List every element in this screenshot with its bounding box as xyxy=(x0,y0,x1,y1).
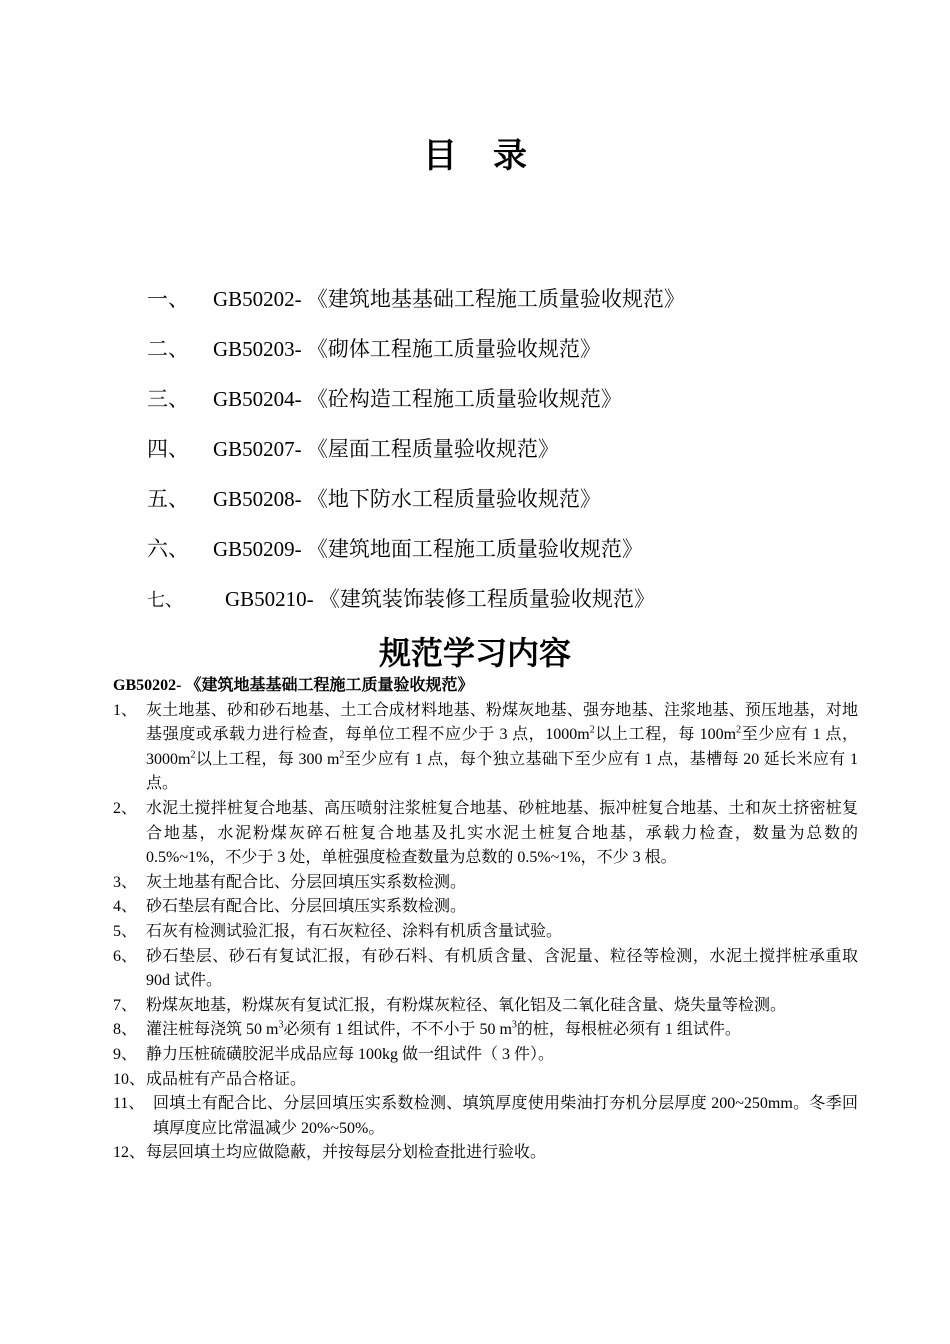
toc-item-number: 一、 xyxy=(147,287,189,311)
list-item-number: 8、 xyxy=(113,1021,138,1039)
list-item xyxy=(113,1018,858,1043)
list-item-text: 灌注桩每浇筑 50 m xyxy=(146,1021,279,1039)
toc-item-number: 五、 xyxy=(147,487,189,511)
list-item xyxy=(113,1141,858,1166)
list-item-text: 静力压桩硫磺胶泥半成品应每 100kg 做一组试件（ 3 件）。 xyxy=(146,1045,555,1063)
list-item-number: 9、 xyxy=(113,1045,138,1063)
list-item-number: 1、 xyxy=(113,701,138,719)
toc-item-text: GB50204- 《砼构造工程施工质量验收规范》 xyxy=(213,387,622,411)
toc-item xyxy=(147,383,867,433)
toc-item xyxy=(147,283,867,333)
toc-list xyxy=(147,283,867,633)
list-item-number: 2、 xyxy=(113,799,138,817)
list-item-text: 成品桩有产品合格证。 xyxy=(146,1070,307,1088)
toc-item-text: GB50208- 《地下防水工程质量验收规范》 xyxy=(213,487,601,511)
list-item-number: 6、 xyxy=(113,947,138,965)
section-title: 规范学习内容 xyxy=(378,634,571,672)
list-item-text: 灰土地基有配合比、分层回填压实系数检测。 xyxy=(146,873,467,891)
list-item-text: 回填土有配合比、分层回填压实系数检测、填筑厚度使用柴油打夯机分层厚度 200~250mm。冬季回填厚度应比常温减少 20%~50%。 xyxy=(153,1095,858,1137)
list-item xyxy=(113,994,858,1019)
list-item xyxy=(113,920,858,945)
standard-heading: GB50202- 《建筑地基基础工程施工质量验收规范》 xyxy=(113,677,474,694)
list-item xyxy=(113,699,858,797)
list-item-text: 每层回填土均应做隐蔽，并按每层分划检查批进行验收。 xyxy=(146,1144,547,1162)
list-item-text: 的桩，每根桩必须有 1 组试件。 xyxy=(516,1021,741,1039)
toc-item-text: GB50210- 《建筑装饰装修工程质量验收规范》 xyxy=(225,587,655,611)
list-item-number: 5、 xyxy=(113,922,138,940)
list-item-text: 砂石垫层有配合比、分层回填压实系数检测。 xyxy=(146,898,467,916)
toc-item-text: GB50203- 《砌体工程施工质量验收规范》 xyxy=(213,337,601,361)
superscript: 3 xyxy=(511,1019,517,1031)
toc-item-number: 七、 xyxy=(147,590,183,610)
toc-item xyxy=(147,433,867,483)
toc-item xyxy=(147,583,867,633)
toc-item xyxy=(147,333,867,383)
list-item-text: 至少应有 1 点，3000m xyxy=(146,726,858,768)
list-item xyxy=(113,1043,858,1068)
list-item-text: 以上工程，每 300 m xyxy=(195,750,340,768)
list-item xyxy=(113,1068,858,1093)
superscript: 3 xyxy=(278,1019,284,1031)
list-item-text: 灰土地基、砂和砂石地基、土工合成材料地基、粉煤灰地基、强夯地基、注浆地基、预压地基，对地基强度或承载力进行检查，每单位工程不应少于 3 点，1000m xyxy=(146,701,858,744)
list-item xyxy=(113,895,858,920)
toc-item-text: GB50207- 《屋面工程质量验收规范》 xyxy=(213,437,559,461)
list-item-number: 7、 xyxy=(113,996,138,1014)
superscript: 2 xyxy=(589,724,595,736)
list-item-text: 砂石垫层、砂石有复试汇报，有砂石料、有机质含量、含泥量、粒径等检测，水泥土搅拌桩承重取 90d 试件。 xyxy=(146,947,858,990)
list-item-number: 12、 xyxy=(113,1144,146,1162)
list-item-text: 必须有 1 组试件，不不小于 50 m xyxy=(283,1021,512,1039)
section-body xyxy=(113,674,858,1166)
list-item-number: 3、 xyxy=(113,873,138,891)
toc-item xyxy=(147,483,867,533)
list-item-number: 11、 xyxy=(113,1095,145,1113)
toc-title-char-2: 录 xyxy=(493,136,527,176)
list-item-number: 4、 xyxy=(113,898,138,916)
list-item xyxy=(113,871,858,896)
toc-item-number: 三、 xyxy=(147,387,189,411)
toc-title xyxy=(0,128,950,177)
toc-title-char-1: 目 xyxy=(423,136,457,176)
toc-item-number: 二、 xyxy=(147,337,189,361)
superscript: 2 xyxy=(339,749,345,761)
list-item-text: 石灰有检测试验汇报，有石灰粒径、涂料有机质含量试验。 xyxy=(146,922,563,940)
list-item-number: 10、 xyxy=(113,1070,146,1088)
list-item xyxy=(113,1092,858,1141)
list-item xyxy=(113,797,858,871)
list-item-text: 至少应有 1 点，每个独立基础下至少应有 1 点，基槽每 20 延长米应有 1 点。 xyxy=(146,750,858,793)
list-item-text: 粉煤灰地基，粉煤灰有复试汇报，有粉煤灰粒径、氧化铝及二氧化硅含量、烧失量等检测。 xyxy=(146,996,787,1014)
toc-item xyxy=(147,533,867,583)
list-item xyxy=(113,945,858,994)
toc-item-number: 四、 xyxy=(147,437,189,461)
list-item-text: 以上工程，每 100m xyxy=(594,726,737,744)
toc-item-text: GB50209- 《建筑地面工程施工质量验收规范》 xyxy=(213,537,643,561)
list-item-text: 水泥土搅拌桩复合地基、高压喷射注浆桩复合地基、砂桩地基、振冲桩复合地基、土和灰土挤密桩复合地基，水泥粉煤灰碎石桩复合地基及扎实水泥土桩复合地基，承载力检查，数量为总数的 0.5%~1%，不少于 3 处，单桩强度检查数量为总数的 0.5%~1%，不少 3 根。 xyxy=(146,799,858,867)
toc-item-text: GB50202- 《建筑地基基础工程施工质量验收规范》 xyxy=(213,287,685,311)
superscript: 2 xyxy=(736,724,742,736)
toc-item-number: 六、 xyxy=(147,537,189,561)
superscript: 2 xyxy=(190,749,196,761)
